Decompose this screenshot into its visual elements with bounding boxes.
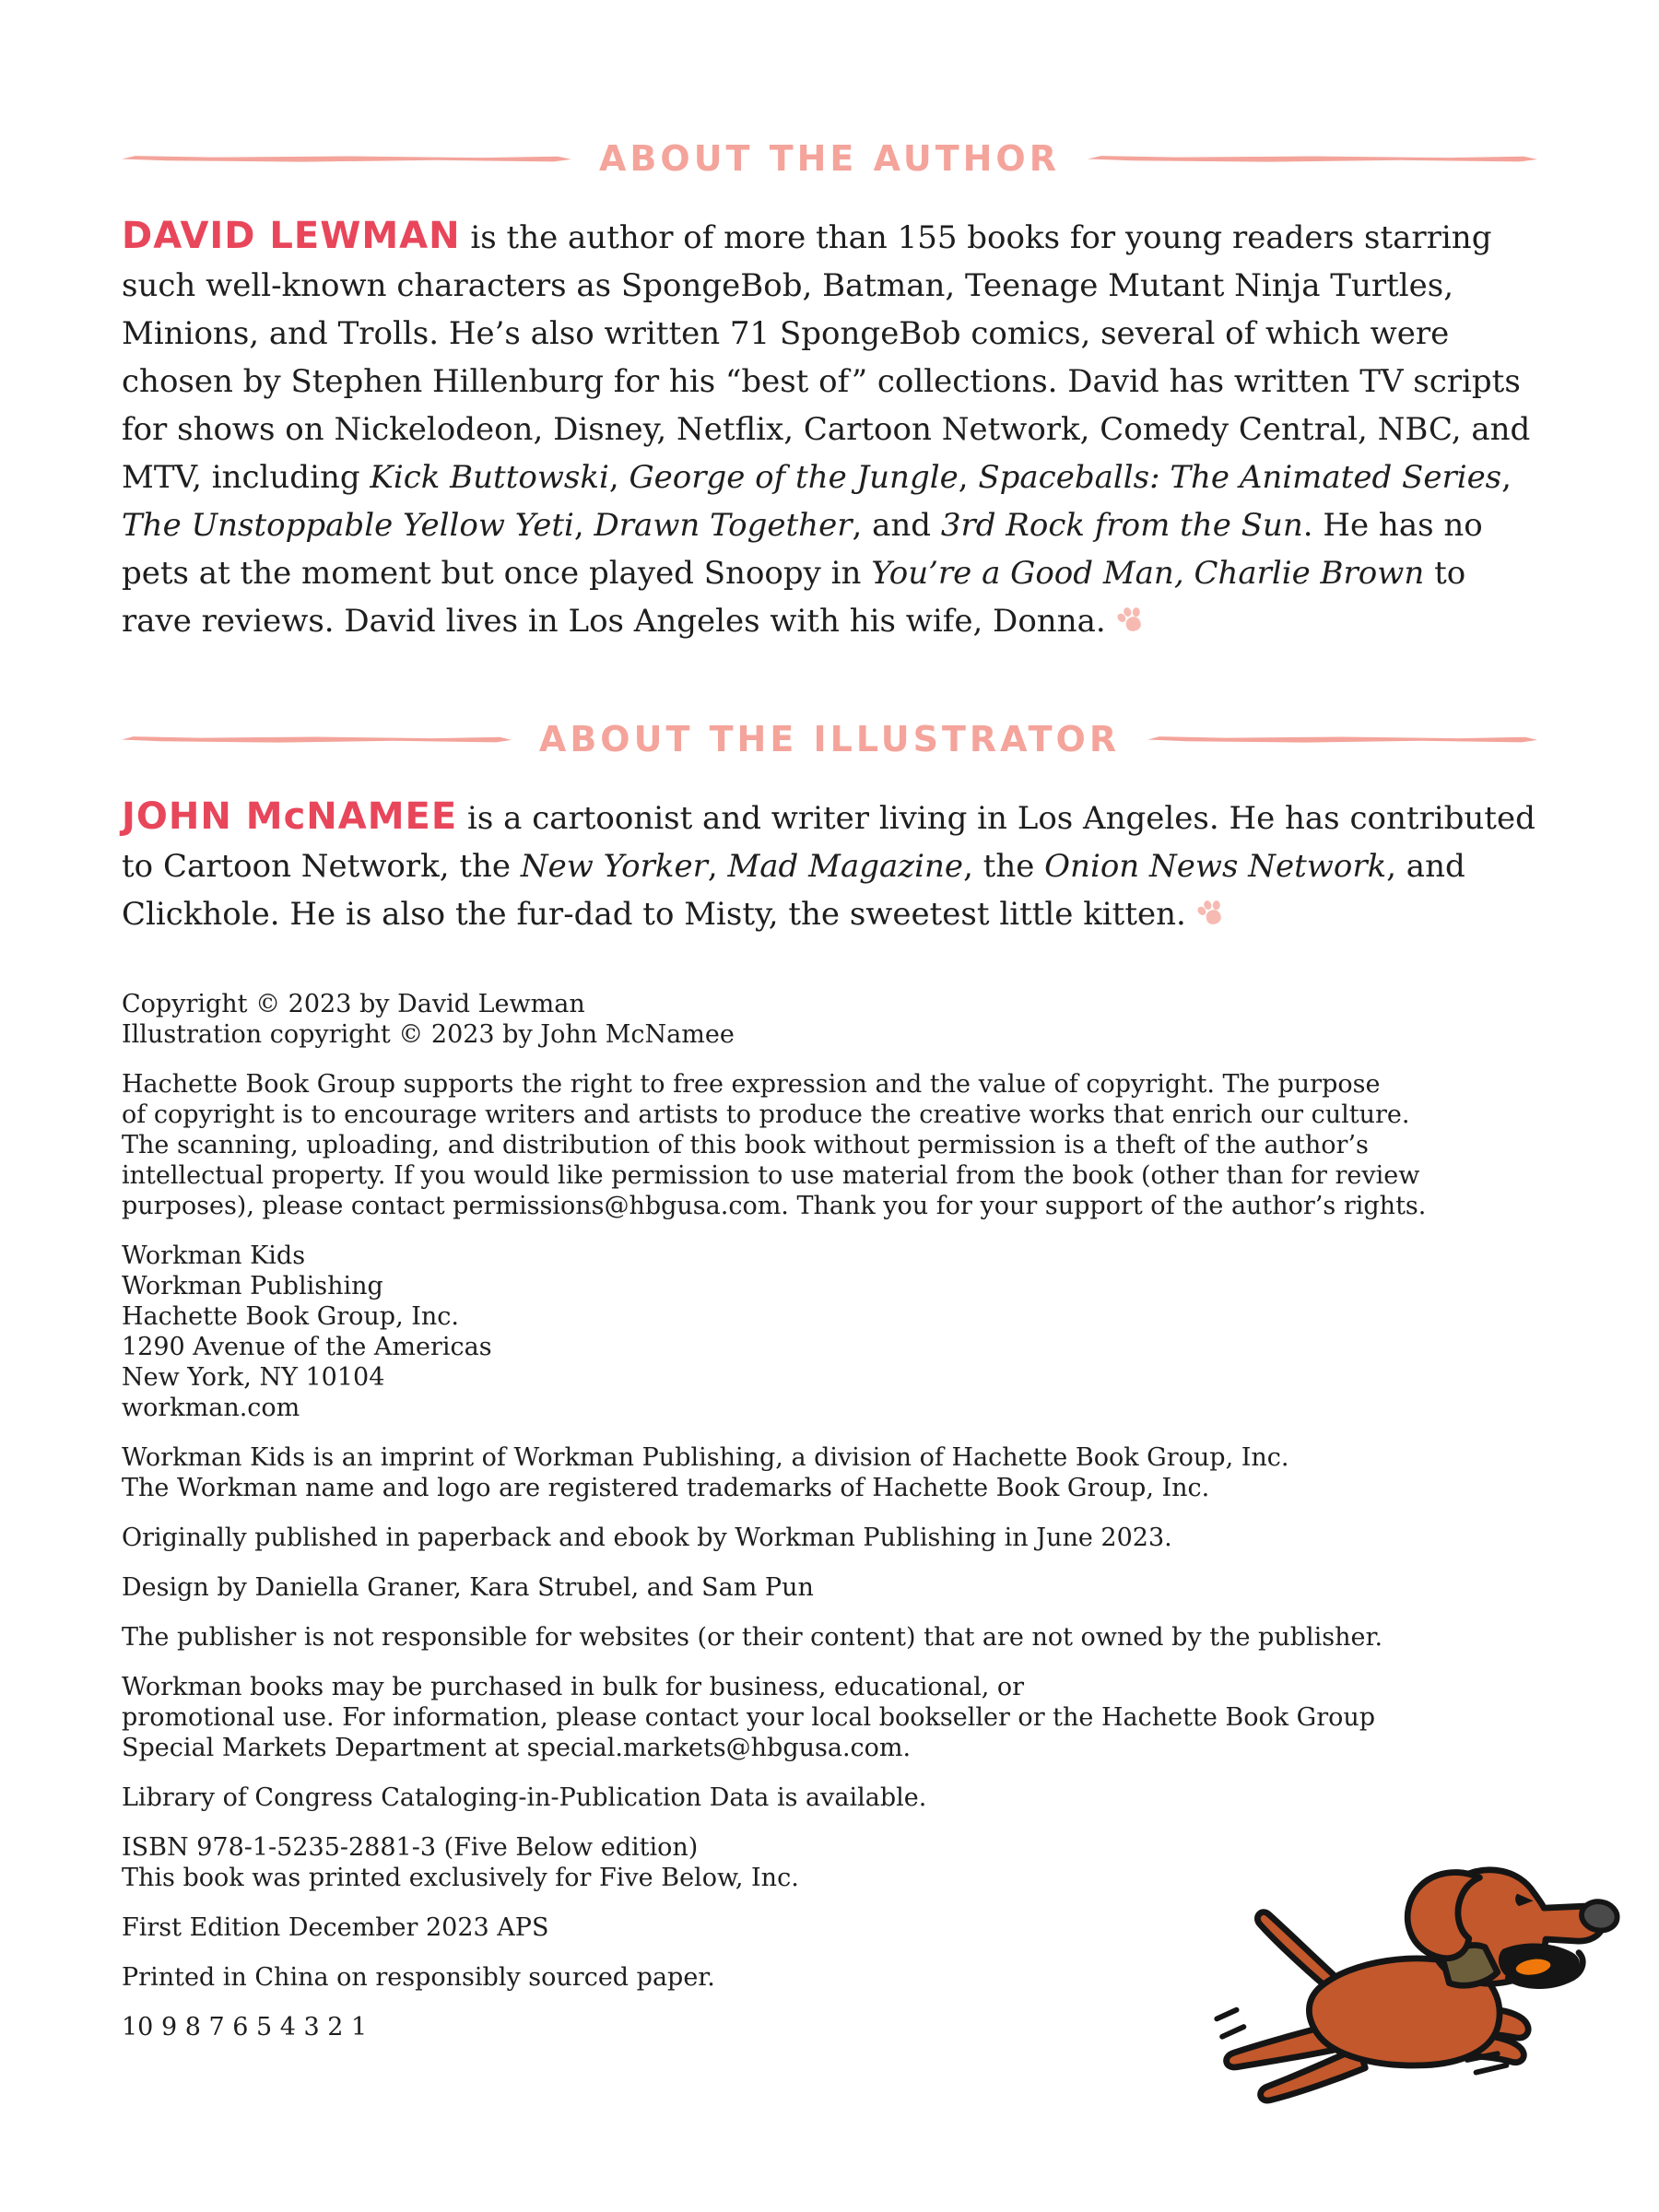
author-bio-text: DAVID LEWMAN is the author of more than 155 books for young readers starring such well-known characters as SpongeBob, Batman, Teenage Mutant Ninja Turtles, Minions, and Trolls. He’s also written 71 SpongeBob comics, several of which were chosen by Stephen Hillenburg for his “best of” collections. David has written TV scripts for shows on Nickelodeon, Disney, Netflix, Cartoon Network, Comedy Central, NBC, and MTV, including Kick Buttowski, George of the Jungle, Spaceballs: The Animated Series, The Unstoppable Yellow Yeti, Drawn Together, and 3rd Rock from the Sun. He has no pets at the moment but once played Snoopy in You’re a Good Man, Charlie Brown to rave reviews. David lives in Los Angeles with his wife, Donna. [122, 215, 1531, 640]
running-dog-illustration [1184, 1853, 1650, 2147]
dog-tail [1257, 1912, 1336, 1987]
brush-divider-left-icon [122, 735, 512, 744]
brush-divider-left-icon [122, 155, 571, 163]
publisher-address: Workman Kids Workman Publishing Hachette Book Group, Inc. 1290 Avenue of the Americas New York, NY 10104 workman.com [122, 1241, 492, 1422]
author-bio [122, 214, 1537, 645]
about-author-title: ABOUT THE AUTHOR [599, 138, 1060, 179]
brush-divider-right-icon [1147, 735, 1537, 744]
about-illustrator-header [122, 719, 1537, 759]
bulk-purchase-note: Workman books may be purchased in bulk for business, educational, or promotional use. For information, please contact your local bookseller or the Hachette Book Group Special Markets Department at special.markets@hbgusa.com. [122, 1673, 1376, 1762]
copyright-notice: Copyright © 2023 by David Lewman Illustration copyright © 2023 by John McNamee [122, 990, 735, 1049]
paw-print-icon [1115, 605, 1148, 634]
about-author-header [122, 138, 1537, 179]
imprint-note: Workman Kids is an imprint of Workman Publishing, a division of Hachette Book Group, Inc. The Workman name and logo are registered trademarks of Hachette Book Group, Inc. [122, 1443, 1289, 1502]
illustrator-bio [122, 794, 1537, 938]
rights-statement: Hachette Book Group supports the right to free expression and the value of copyright. The purpose of copyright is to encourage writers and artists to produce the creative works that enrich our culture. The scanning, uploading, and distribution of this book without permission is a theft of the author’s intellectual property. If you would like permission to use material from the book (other than for review purposes), please contact permissions@hbgusa.com. Thank you for your support of the author’s rights. [122, 1070, 1427, 1220]
isbn-note: ISBN 978-1-5235-2881-3 (Five Below edition) This book was printed exclusively for Five Below, Inc. [122, 1833, 799, 1892]
design-credit: Design by Daniella Graner, Kara Strubel, and Sam Pun [122, 1573, 814, 1602]
about-illustrator-title: ABOUT THE ILLUSTRATOR [538, 719, 1121, 759]
paw-print-icon [1195, 898, 1229, 927]
cataloging-note: Library of Congress Cataloging-in-Publication Data is available. [122, 1783, 927, 1812]
brush-divider-right-icon [1088, 155, 1537, 163]
original-publication-note: Originally published in paperback and ebook by Workman Publishing in June 2023. [122, 1524, 1172, 1552]
edition-note: First Edition December 2023 APS [122, 1913, 549, 1942]
illustrator-bio-text: JOHN McNAMEE is a cartoonist and writer living in Los Angeles. He has contributed to Cartoon Network, the New Yorker, Mad Magazine, the Onion News Network, and Clickhole. He is also the fur-dad to Misty, the sweetest little kitten. [122, 795, 1535, 933]
printing-note: Printed in China on responsibly sourced paper. [122, 1963, 715, 1992]
print-run-numbers: 10 9 8 7 6 5 4 3 2 1 [122, 2013, 368, 2041]
website-disclaimer: The publisher is not responsible for websites (or their content) that are not owned by the publisher. [122, 1623, 1383, 1652]
